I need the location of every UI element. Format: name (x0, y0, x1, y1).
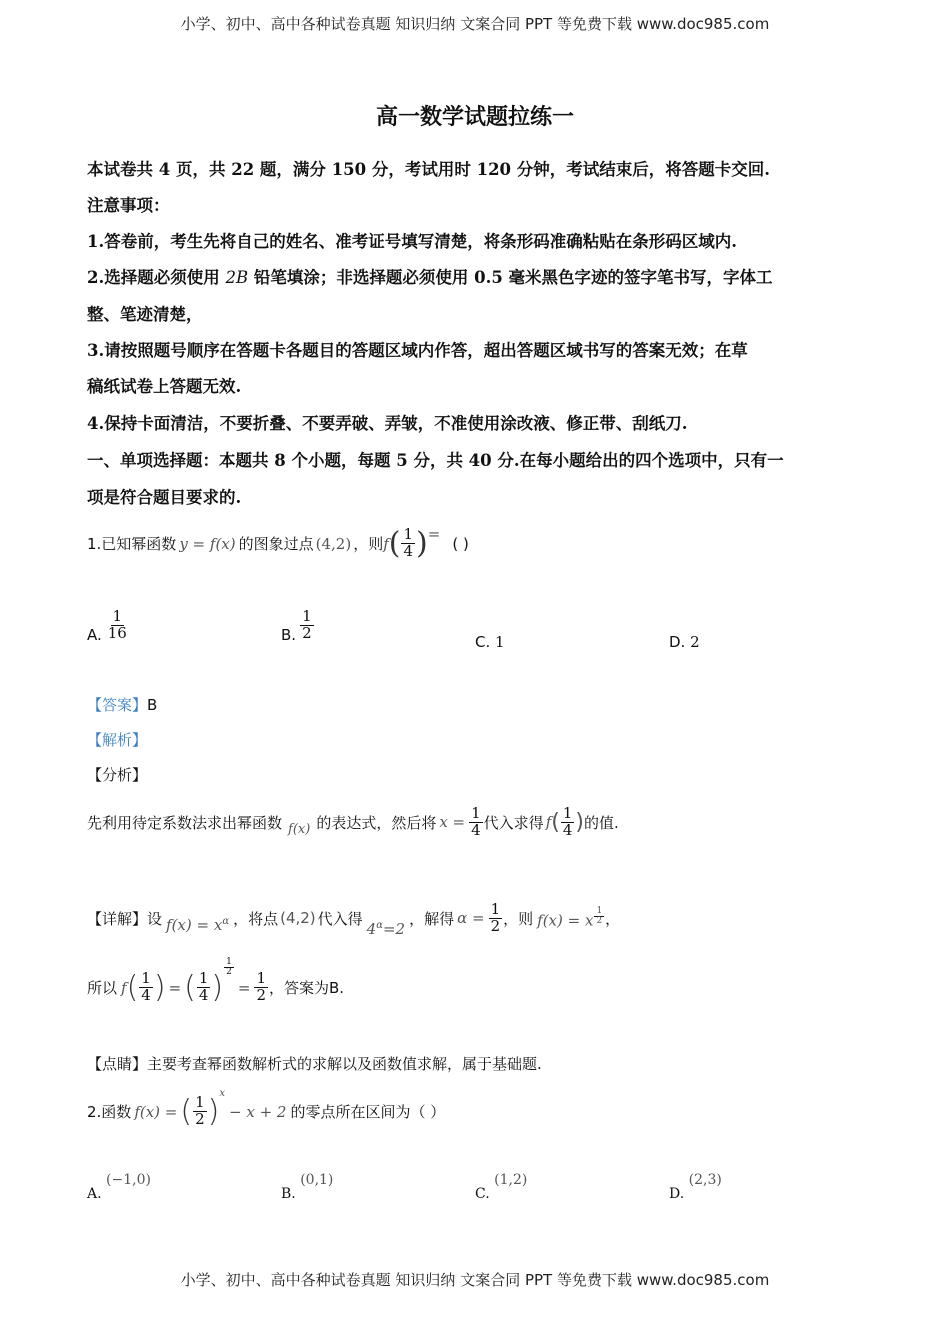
q1-option-b (281, 606, 315, 644)
fenxi-frac2-den: 4 (562, 820, 573, 839)
detail-func (166, 916, 229, 934)
detail-point: (4,2) (280, 909, 316, 927)
fenxi-line (87, 806, 619, 839)
so-frac3-den: 2 (256, 986, 266, 1004)
so-frac2-den: 4 (198, 986, 209, 1004)
so-frac3-num: 1 (256, 969, 266, 988)
notes-heading: 注意事项： (87, 196, 170, 215)
fenxi-frac-2 (561, 806, 575, 839)
note-2-cont: 整、笔迹清楚， (87, 305, 203, 324)
q1-frac-den: 4 (403, 542, 414, 560)
option-b-den: 2 (302, 623, 312, 642)
q2-option-a-label: A. (87, 1186, 102, 1202)
answer-tag: 【答案】 (87, 696, 148, 714)
page-footer: 小学、初中、高中各种试卷真题 知识归纳 文案合同 PPT 等免费下载 www.doc985.com (180, 1271, 770, 1289)
fenxi-part-d: 的值. (583, 813, 619, 832)
detail-result (537, 907, 605, 929)
q1-mid: 的图象过点 (238, 535, 314, 553)
detail-exp-den: 2 (596, 916, 603, 927)
q2-option-a (87, 1172, 151, 1202)
detail-equation (367, 920, 405, 938)
option-b-num: 1 (302, 606, 312, 625)
q1-blank: ( ) (452, 534, 469, 553)
fenxi-x: x = (439, 813, 466, 832)
detail-alpha-num: 1 (490, 899, 501, 918)
detail-eq-base: 4 (366, 920, 377, 938)
option-c-value: 1 (495, 633, 505, 651)
fenxi-part-a: 先利用待定系数法求出幂函数 (87, 813, 283, 832)
q1-equals: = (427, 524, 441, 543)
so-frac-3 (254, 971, 268, 1004)
detail-alpha-frac (489, 899, 503, 935)
q2-func: f(x) = (134, 1102, 178, 1121)
note-3: 3.请按照题号顺序在答题卡各题目的答题区域内作答，超出答题区域书写的答案无效；在草 (87, 341, 748, 360)
detail-alpha: α (222, 916, 230, 927)
q2-option-d-label: D. (669, 1186, 685, 1202)
note-2-pencil: 2B (225, 268, 249, 287)
fenxi-tag: 【分析】 (87, 766, 148, 784)
option-c-label: C. (475, 633, 491, 651)
comment-text: 主要考查幂函数解析式的求解以及函数值求解，属于基础题. (147, 1055, 542, 1073)
q1-point: (4,2) (315, 534, 352, 553)
option-d-value: 2 (690, 633, 700, 651)
detail-part-e: ，则 (503, 909, 534, 928)
q1-then: ，则 (353, 535, 384, 553)
comment-tag: 【点睛】 (87, 1055, 148, 1073)
so-frac1-den: 4 (141, 986, 151, 1004)
so-exponent (224, 958, 234, 978)
right-paren-icon: ) (153, 970, 166, 1005)
fenxi-frac1-den: 4 (471, 820, 481, 839)
fenxi-f: f (545, 813, 552, 832)
so-frac1-num: 1 (141, 969, 151, 988)
so-exp-num: 1 (226, 956, 232, 967)
so-line (87, 956, 345, 1005)
q2-frac (193, 1095, 207, 1128)
fenxi-func: f(x) (288, 821, 311, 837)
detail-part-c: 代入得 (317, 909, 363, 928)
right-paren-icon: ) (575, 809, 584, 835)
so-eq-2: = (237, 978, 251, 997)
so-end: ，答案为B. (268, 979, 345, 997)
q2-prefix: 2.函数 (87, 1103, 132, 1121)
option-b-fraction (300, 606, 314, 642)
answer-line (87, 694, 157, 715)
detail-eq-alpha: α (376, 920, 383, 931)
question-1 (87, 526, 469, 561)
q2-option-b (281, 1172, 334, 1202)
q2-option-a-value: (−1,0) (106, 1172, 151, 1188)
detail-part-a: 设 (147, 909, 163, 928)
option-a-fraction (106, 606, 129, 642)
question-2 (87, 1088, 446, 1129)
q2-frac-den: 2 (195, 1110, 205, 1128)
page-title: 高一数学试题拉练一 (375, 104, 574, 130)
fenxi-part-c: 代入求得 (483, 813, 544, 832)
q1-option-d (669, 633, 700, 651)
left-paren-icon: ( (388, 526, 401, 561)
right-paren-icon: ) (211, 970, 224, 1005)
so-frac-2 (197, 971, 211, 1004)
detail-part-d: ，解得 (409, 909, 455, 928)
comment-line (87, 1053, 542, 1074)
fenxi-frac2-num: 1 (562, 804, 573, 822)
detail-eq-rest: =2 (382, 920, 406, 938)
detail-result-exp (594, 907, 604, 927)
detail-exp-num: 1 (596, 905, 603, 916)
fenxi-frac-1 (469, 806, 483, 839)
q2-option-d (669, 1172, 722, 1202)
answer-value: B (147, 696, 158, 714)
note-4: 4.保持卡面清洁，不要折叠、不要弄破、弄皱，不准使用涂改液、修正带、刮纸刀. (87, 414, 688, 433)
q2-option-c (475, 1172, 528, 1202)
q1-prefix: 1.已知幂函数 (87, 535, 177, 553)
q1-option-a (87, 606, 130, 644)
left-paren-icon: ( (184, 970, 196, 1005)
analysis-tag: 【解析】 (87, 731, 148, 749)
q2-option-c-value: (1,2) (494, 1172, 528, 1188)
q2-rest: − x + 2 (229, 1102, 287, 1121)
left-paren-icon: ( (180, 1094, 193, 1129)
q2-option-b-label: B. (281, 1186, 296, 1202)
q2-option-b-value: (0,1) (300, 1172, 334, 1188)
left-paren-icon: ( (551, 809, 560, 835)
detail-line (87, 898, 620, 938)
q2-exponent: x (219, 1088, 225, 1099)
left-paren-icon: ( (126, 970, 139, 1005)
option-b-label: B. (281, 626, 297, 644)
q1-function: y = f(x) (179, 534, 236, 553)
so-frac-1 (139, 971, 153, 1004)
note-2 (87, 264, 773, 288)
q1-frac-num: 1 (403, 525, 414, 544)
page-header: 小学、初中、高中各种试卷真题 知识归纳 文案合同 PPT 等免费下载 www.doc985.com (180, 15, 770, 33)
q2-option-d-value: (2,3) (688, 1172, 722, 1188)
option-a-num: 1 (112, 606, 123, 625)
note-2-part-a: 2.选择题必须使用 (87, 268, 220, 287)
section-heading-cont: 项是符合题目要求的. (87, 488, 242, 507)
detail-tag: 【详解】 (87, 909, 148, 928)
detail-end: ， (605, 909, 621, 928)
right-paren-icon: ) (207, 1094, 220, 1129)
q2-frac-num: 1 (195, 1093, 205, 1112)
q1-f: f (383, 534, 389, 553)
so-frac2-num: 1 (198, 969, 209, 988)
so-f: f (121, 978, 127, 997)
detail-alpha-eq: α = (457, 909, 485, 927)
detail-func-text: f(x) = x (166, 916, 223, 934)
note-3-cont: 稿纸试卷上答题无效. (87, 377, 242, 396)
right-paren-icon: ) (416, 526, 428, 561)
so-exp-den: 2 (226, 967, 232, 977)
detail-alpha-den: 2 (490, 916, 501, 935)
exam-intro: 本试卷共 4 页，共 22 题，满分 150 分，考试用时 120 分钟，考试结束后，将答题卡交回. (87, 160, 771, 179)
so-part-a: 所以 (87, 979, 118, 997)
detail-part-b: ，将点 (233, 909, 279, 928)
option-a-den: 16 (107, 623, 127, 642)
q2-option-c-label: C. (475, 1186, 490, 1202)
detail-result-text: f(x) = x (537, 911, 594, 930)
option-a-label: A. (87, 626, 102, 644)
note-2-part-c: 铅笔填涂；非选择题必须使用 0.5 毫米黑色字迹的签字笔书写，字体工 (253, 268, 773, 287)
so-eq-1: = (168, 978, 182, 997)
note-1: 1.答卷前，考生先将自己的姓名、准考证号填写清楚，将条形码准确粘贴在条形码区域内. (87, 232, 737, 251)
option-d-label: D. (669, 633, 686, 651)
section-heading: 一、单项选择题：本题共 8 个小题，每题 5 分，共 40 分.在每小题给出的四个选项中，只有一 (87, 451, 784, 470)
fenxi-part-b: 的表达式，然后将 (316, 813, 437, 832)
q1-option-c (475, 633, 505, 651)
q2-suffix: 的零点所在区间为（ ） (290, 1103, 446, 1121)
fenxi-frac1-num: 1 (471, 804, 481, 822)
q1-fraction (401, 527, 415, 560)
